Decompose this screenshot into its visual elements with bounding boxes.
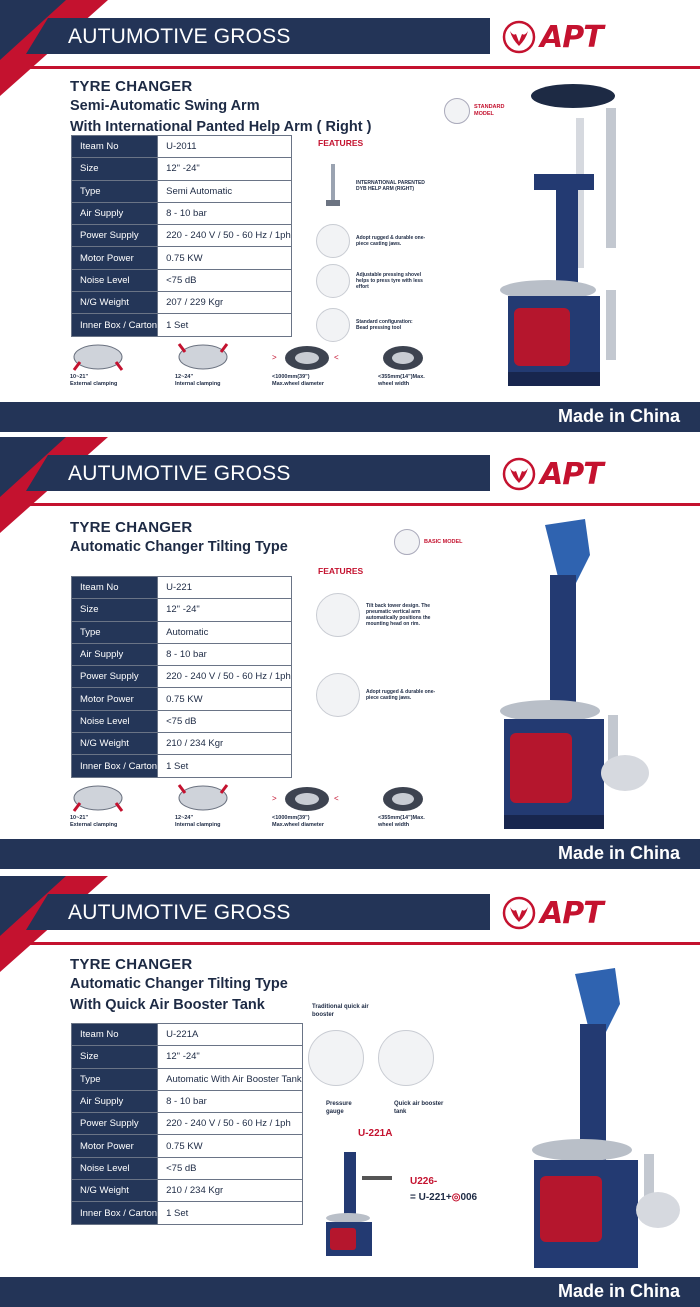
strip-item — [175, 781, 275, 829]
spec-value: Semi Automatic — [158, 180, 292, 202]
spec-row — [72, 643, 292, 665]
spec-value: <75 dB — [158, 269, 292, 291]
model-badge — [394, 529, 464, 555]
spec-row — [72, 1202, 303, 1224]
strip-caption: <1000mm(39") — [272, 374, 310, 380]
product-heading — [70, 956, 288, 1015]
spec-row — [72, 158, 292, 180]
strip-caption: Internal clamping — [175, 381, 221, 387]
product-panel-u221 — [0, 437, 700, 869]
spec-value: 1 Set — [158, 1202, 303, 1224]
wheel-diameter-icon — [272, 783, 342, 813]
spec-key: Motor Power — [72, 688, 158, 710]
feature-text: INTERNATIONAL PARENTED DYB HELP ARM (RIGHT) — [356, 180, 425, 192]
badge-label: BASIC MODEL — [424, 538, 463, 545]
strip-caption: 10~21" — [70, 815, 89, 821]
machine-thumbnail-icon — [394, 529, 420, 555]
spec-value: 220 - 240 V / 50 - 60 Hz / 1ph — [158, 666, 292, 688]
bull-logo-icon — [502, 896, 536, 930]
footer-bar — [0, 839, 700, 869]
spec-key: N/G Weight — [72, 733, 158, 755]
spec-value: 210 / 234 Kgr — [158, 733, 292, 755]
spec-key: Power Supply — [72, 1113, 158, 1135]
spec-row — [72, 225, 292, 247]
heading-category: TYRE CHANGER — [70, 78, 193, 95]
strip-item — [175, 340, 275, 388]
spec-value: U-221 — [158, 577, 292, 599]
spec-key: Noise Level — [72, 1157, 158, 1179]
banner-title: AUTUMOTIVE GROSS — [48, 894, 490, 930]
spec-key: N/G Weight — [72, 292, 158, 314]
spec-value: 8 - 10 bar — [158, 643, 292, 665]
wheel-width-icon — [378, 783, 428, 813]
spec-value: 12" -24" — [158, 1046, 303, 1068]
spec-value: 8 - 10 bar — [158, 202, 292, 224]
feature-text: Adopt rugged & durable one-piece casting jaws. — [366, 689, 436, 701]
strip-item — [70, 340, 170, 388]
spec-value: 0.75 KW — [158, 247, 292, 269]
feature-text: Adopt rugged & durable one-piece casting jaws. — [356, 235, 426, 247]
spec-key: Type — [72, 180, 158, 202]
made-in-china-text: Made in China — [557, 843, 680, 863]
spec-row — [72, 1113, 303, 1135]
spec-key: Iteam No — [72, 136, 158, 158]
footer-bar — [0, 1277, 700, 1307]
divider-line — [0, 66, 700, 69]
spec-row — [72, 710, 292, 732]
spec-row — [72, 666, 292, 688]
svg-text:<: < — [334, 794, 339, 803]
svg-text:>: > — [272, 794, 277, 803]
made-in-china-text: Made in China — [557, 406, 680, 426]
heading-subtitle: Automatic Changer Tilting Type — [70, 539, 288, 555]
spec-key: Air Supply — [72, 643, 158, 665]
tilting-tyre-changer-booster-image — [520, 964, 690, 1274]
spec-key: Iteam No — [72, 577, 158, 599]
product-heading — [70, 519, 288, 557]
spec-row — [72, 1046, 303, 1068]
internal-clamping-icon — [175, 342, 231, 372]
spec-key: Air Supply — [72, 1090, 158, 1112]
footer-bar — [0, 402, 700, 432]
formula-circle-icon: ◎ — [451, 1192, 461, 1203]
spec-row — [72, 621, 292, 643]
spec-row — [72, 292, 292, 314]
feature-item — [316, 162, 426, 210]
spec-key: Size — [72, 158, 158, 180]
spec-icon-strip — [60, 340, 430, 392]
spec-value: 220 - 240 V / 50 - 60 Hz / 1ph — [158, 225, 292, 247]
feature-item — [316, 673, 446, 717]
spec-row — [72, 180, 292, 202]
pressing-shovel-icon — [316, 264, 350, 298]
spec-key: Noise Level — [72, 710, 158, 732]
product-panel-u2011 — [0, 0, 700, 432]
spec-value: U-2011 — [158, 136, 292, 158]
spec-value: 210 / 234 Kgr — [158, 1180, 303, 1202]
strip-caption: 12~24" — [175, 374, 194, 380]
casting-jaw-icon — [316, 224, 350, 258]
svg-text:>: > — [272, 353, 277, 362]
spec-value: U-221A — [158, 1024, 303, 1046]
spec-icon-strip — [60, 781, 430, 833]
spec-row — [72, 1135, 303, 1157]
badge-label: STANDARD MODEL — [474, 104, 505, 117]
spec-row — [72, 577, 292, 599]
spec-key: Iteam No — [72, 1024, 158, 1046]
spec-value: 207 / 229 Kgr — [158, 292, 292, 314]
booster-tank — [378, 1030, 434, 1086]
heading-subtitle-2: With International Panted Help Arm ( Right ) — [70, 119, 372, 135]
spec-row — [72, 1068, 303, 1090]
spec-key: Size — [72, 1046, 158, 1068]
heading-subtitle: Automatic Changer Tilting Type — [70, 976, 288, 992]
strip-caption: Max.wheel diameter — [272, 381, 324, 387]
booster-gauge — [308, 1030, 364, 1086]
strip-caption: External clamping — [70, 822, 118, 828]
spec-key: Air Supply — [72, 202, 158, 224]
spec-row — [72, 136, 292, 158]
spec-row — [72, 1180, 303, 1202]
spec-key: Inner Box / Carton — [72, 1202, 158, 1224]
strip-caption: 10~21" — [70, 374, 89, 380]
spec-key: Noise Level — [72, 269, 158, 291]
svg-text:<: < — [334, 353, 339, 362]
divider-line — [0, 503, 700, 506]
booster-title: Traditional quick air booster — [312, 1004, 369, 1018]
product-panel-u221a — [0, 876, 700, 1307]
spec-value: 12" -24" — [158, 158, 292, 180]
logo-text: APT — [540, 456, 603, 492]
spec-key: Inner Box / Carton — [72, 314, 158, 336]
feature-item — [316, 308, 426, 342]
feature-item — [316, 593, 446, 637]
spec-row — [72, 599, 292, 621]
spec-key: Size — [72, 599, 158, 621]
spec-value: Automatic — [158, 621, 292, 643]
strip-caption: External clamping — [70, 381, 118, 387]
banner-title: AUTUMOTIVE GROSS — [48, 455, 490, 491]
product-heading — [70, 78, 371, 137]
tilt-tower-icon — [316, 593, 360, 637]
spec-table — [71, 576, 292, 778]
feature-item — [316, 264, 426, 298]
apt-logo — [502, 896, 682, 930]
external-clamping-icon — [70, 783, 126, 813]
spec-key: Motor Power — [72, 247, 158, 269]
pressure-gauge-icon — [308, 1030, 364, 1086]
spec-row — [72, 1024, 303, 1046]
booster-tank-label: Quick air booster tank — [394, 1101, 444, 1115]
wheel-width-icon — [378, 342, 428, 372]
formula-suffix: 006 — [460, 1192, 478, 1203]
strip-caption: wheel width — [378, 381, 410, 387]
heading-category: TYRE CHANGER — [70, 956, 193, 973]
spec-value: <75 dB — [158, 710, 292, 732]
features-label: FEATURES — [318, 138, 364, 148]
wheel-diameter-icon — [272, 342, 342, 372]
tyre-changer-machine-image — [488, 78, 638, 388]
spec-value: 220 - 240 V / 50 - 60 Hz / 1ph — [158, 1113, 303, 1135]
bead-pressing-tool-icon — [316, 308, 350, 342]
spec-row — [72, 314, 292, 336]
machine-thumbnail-icon — [444, 98, 470, 124]
spec-value: <75 dB — [158, 1157, 303, 1179]
spec-row — [72, 247, 292, 269]
spec-table — [71, 135, 292, 337]
bull-logo-icon — [502, 20, 536, 54]
spec-key: Motor Power — [72, 1135, 158, 1157]
feature-text: Adjustable pressing shovel helps to press tyre with less effort — [356, 272, 423, 290]
heading-subtitle-2: With Quick Air Booster Tank — [70, 997, 265, 1013]
formula — [410, 1192, 477, 1203]
pressure-gauge-label: Pressure gauge — [326, 1101, 352, 1115]
banner-title: AUTUMOTIVE GROSS — [48, 18, 490, 54]
strip-caption: Internal clamping — [175, 822, 221, 828]
air-booster-tank-icon — [378, 1030, 434, 1086]
strip-caption: <1000mm(39") — [272, 815, 310, 821]
spec-value: 12" -24" — [158, 599, 292, 621]
spec-key: N/G Weight — [72, 1180, 158, 1202]
strip-caption: <355mm(14")Max. — [378, 374, 425, 380]
spec-row — [72, 688, 292, 710]
spec-row — [72, 202, 292, 224]
made-in-china-text: Made in China — [557, 1281, 680, 1301]
spec-row — [72, 1090, 303, 1112]
apt-logo — [502, 457, 682, 491]
small-machine-image — [318, 1142, 398, 1262]
tilting-tyre-changer-image — [490, 515, 660, 835]
spec-key: Type — [72, 1068, 158, 1090]
feature-item — [316, 224, 426, 258]
spec-key: Inner Box / Carton — [72, 755, 158, 777]
strip-caption: wheel width — [378, 822, 410, 828]
strip-caption: Max.wheel diameter — [272, 822, 324, 828]
strip-item — [378, 340, 478, 388]
features-label: FEATURES — [318, 566, 364, 576]
strip-item — [378, 781, 478, 829]
spec-value: 0.75 KW — [158, 1135, 303, 1157]
spec-row — [72, 755, 292, 777]
strip-caption: 12~24" — [175, 815, 194, 821]
strip-item — [272, 340, 372, 388]
casting-jaw-icon — [316, 673, 360, 717]
help-arm-icon — [316, 162, 350, 210]
spec-row — [72, 733, 292, 755]
internal-clamping-icon — [175, 783, 231, 813]
feature-text: Tilt back tower design. The pneumatic vertical arm automatically positions the mounting head on rim. — [366, 603, 431, 627]
apt-logo — [502, 20, 682, 54]
strip-item — [272, 781, 372, 829]
spec-key: Type — [72, 621, 158, 643]
formula-code: U226- — [410, 1176, 438, 1187]
divider-line — [0, 942, 700, 945]
external-clamping-icon — [70, 342, 126, 372]
spec-value: 0.75 KW — [158, 688, 292, 710]
spec-row — [72, 1157, 303, 1179]
logo-text: APT — [540, 19, 603, 55]
strip-item — [70, 781, 170, 829]
spec-row — [72, 269, 292, 291]
spec-value: Automatic With Air Booster Tank — [158, 1068, 303, 1090]
model-code: U-221A — [358, 1128, 393, 1139]
heading-subtitle: Semi-Automatic Swing Arm — [70, 98, 260, 114]
spec-key: Power Supply — [72, 666, 158, 688]
feature-text: Standard configuration: Bead pressing tool — [356, 319, 413, 331]
spec-key: Power Supply — [72, 225, 158, 247]
heading-category: TYRE CHANGER — [70, 519, 193, 536]
strip-caption: <355mm(14")Max. — [378, 815, 425, 821]
bull-logo-icon — [502, 457, 536, 491]
spec-value: 1 Set — [158, 755, 292, 777]
formula-text: = U-221+ — [410, 1192, 452, 1203]
spec-value: 1 Set — [158, 314, 292, 336]
spec-table — [71, 1023, 303, 1225]
logo-text: APT — [540, 895, 603, 931]
spec-value: 8 - 10 bar — [158, 1090, 303, 1112]
